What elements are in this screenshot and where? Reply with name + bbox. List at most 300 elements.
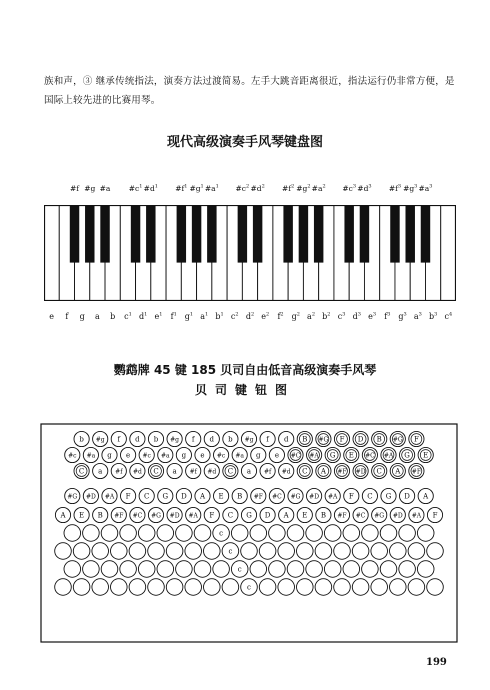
bass-button xyxy=(400,447,415,462)
sharp-key-label: $\#d^3$ xyxy=(357,183,372,193)
bass-button-title: 贝司键钮图 xyxy=(194,383,295,397)
black-key xyxy=(390,205,399,263)
bass-button-label: e xyxy=(200,451,205,460)
bass-button xyxy=(269,447,284,462)
bass-button xyxy=(241,543,258,560)
bass-button-label: #A xyxy=(383,452,394,460)
bass-button-label: A xyxy=(283,511,289,520)
bass-button xyxy=(138,561,155,578)
bass-button xyxy=(334,463,349,478)
bass-button-label: C xyxy=(302,467,308,476)
bass-button-label: #G xyxy=(290,493,301,501)
bass-button-label: g xyxy=(256,451,261,460)
bass-button xyxy=(213,525,230,542)
sharp-key-label: $\#f^1$ xyxy=(175,183,188,193)
black-key xyxy=(283,205,292,263)
bass-button-label: D xyxy=(181,492,187,501)
bass-button xyxy=(186,463,201,478)
bass-button xyxy=(251,447,266,462)
sharp-key-label: #g xyxy=(84,184,96,193)
bass-button xyxy=(185,543,202,560)
bass-button-label: e xyxy=(126,451,131,460)
bass-button xyxy=(390,507,405,522)
sharp-key-label: $\#d^2$ xyxy=(250,183,265,193)
bass-button xyxy=(306,525,323,542)
bass-button xyxy=(111,579,128,596)
bass-button xyxy=(166,543,183,560)
bass-button-label: B xyxy=(320,511,326,520)
bass-button-label: #D xyxy=(392,512,403,520)
bass-button xyxy=(343,561,360,578)
bass-button xyxy=(166,579,183,596)
bass-button xyxy=(186,431,201,446)
bass-button xyxy=(167,507,182,522)
page-number: 199 xyxy=(426,657,447,668)
bass-button-label: #G xyxy=(67,493,78,501)
bass-button xyxy=(231,561,248,578)
bass-button xyxy=(269,561,286,578)
bass-button xyxy=(214,488,229,503)
bass-button-label: C xyxy=(144,492,150,501)
bass-button xyxy=(204,543,221,560)
black-key xyxy=(253,205,262,263)
bass-button-label: C xyxy=(227,511,234,520)
bass-button xyxy=(176,447,191,462)
bass-button-label: C xyxy=(227,467,234,476)
bass-button xyxy=(362,525,379,542)
bass-button-label: #f xyxy=(189,468,197,476)
natural-key-label: e xyxy=(49,312,54,321)
bass-button-label: #C xyxy=(365,452,375,460)
sharp-key-label: #a xyxy=(99,184,111,193)
bass-button xyxy=(353,463,368,478)
bass-button xyxy=(316,507,331,522)
bass-button-label: #A xyxy=(328,493,338,501)
bass-button xyxy=(74,463,89,478)
bass-button-label: #F xyxy=(114,512,124,520)
bass-button xyxy=(427,507,442,522)
bass-button xyxy=(344,447,359,462)
bass-button-label: F xyxy=(209,511,215,520)
bass-button-label: E xyxy=(79,511,85,520)
bass-button xyxy=(204,431,219,446)
bass-button-label: #d xyxy=(207,468,217,476)
bass-button xyxy=(111,507,126,522)
bass-button xyxy=(83,447,98,462)
bass-button xyxy=(380,525,397,542)
bass-button-label: #g xyxy=(95,436,105,444)
bass-button xyxy=(269,488,284,503)
bass-button xyxy=(260,463,275,478)
bass-button xyxy=(372,463,387,478)
bass-button xyxy=(260,507,275,522)
bass-button xyxy=(195,447,210,462)
bass-button xyxy=(417,525,434,542)
black-key xyxy=(85,205,94,263)
bass-button xyxy=(139,447,154,462)
bass-button xyxy=(269,525,286,542)
bass-button xyxy=(362,561,379,578)
bass-button-label: A xyxy=(60,511,66,520)
bass-button xyxy=(222,579,239,596)
bass-button-label: d xyxy=(135,435,140,444)
bass-button-label: G xyxy=(385,492,392,501)
black-key xyxy=(207,205,216,263)
bass-button xyxy=(83,561,100,578)
bass-button xyxy=(73,579,90,596)
bass-button xyxy=(158,447,173,462)
bass-button-label: #D xyxy=(169,512,180,520)
bass-button xyxy=(194,561,211,578)
bass-button-label: E xyxy=(218,492,224,501)
natural-key-label: f xyxy=(65,312,69,321)
bass-button xyxy=(167,431,182,446)
bass-button xyxy=(409,431,424,446)
bass-button xyxy=(204,579,221,596)
bass-button-label: d xyxy=(283,435,289,444)
bass-button-label: #A xyxy=(104,493,115,501)
sharp-key-label: $\#f^2$ xyxy=(282,183,295,193)
bass-button xyxy=(222,543,239,560)
bass-button-label: G xyxy=(404,451,410,460)
bass-button xyxy=(111,543,128,560)
bass-button xyxy=(204,463,219,478)
black-key xyxy=(405,205,414,263)
bass-button xyxy=(55,507,70,522)
bass-button xyxy=(297,463,312,478)
bass-button xyxy=(427,543,444,560)
sharp-key-label: $\#c^2$ xyxy=(235,183,250,193)
bass-button xyxy=(278,543,295,560)
black-key xyxy=(360,205,369,263)
sharp-key-label: #f xyxy=(69,184,80,193)
bass-button xyxy=(158,488,173,503)
bass-button xyxy=(260,431,275,446)
bass-button-label: C xyxy=(367,492,373,501)
bass-button xyxy=(316,463,331,478)
bass-button-label: #a xyxy=(86,452,96,460)
bass-button xyxy=(324,525,341,542)
piano-keyboard-diagram xyxy=(44,205,456,301)
bass-button-label: #G xyxy=(374,512,385,520)
black-key xyxy=(146,205,155,263)
bass-button xyxy=(362,447,377,462)
natural-key-label: $b^3$ xyxy=(428,311,438,321)
bass-button-label: C xyxy=(376,467,382,476)
natural-key-label: a xyxy=(95,312,100,321)
bass-button xyxy=(297,507,312,522)
bass-button xyxy=(390,431,405,446)
sharp-key-label: $\#a^3$ xyxy=(418,183,433,193)
black-key xyxy=(299,205,308,263)
bass-button-label: #A xyxy=(188,512,198,520)
bass-button xyxy=(250,561,267,578)
paragraph-line-2: 国际上较先进的比赛用琴。 xyxy=(44,95,161,106)
bass-button xyxy=(186,507,201,522)
bass-button-label: C xyxy=(78,467,85,476)
bass-button-label: f xyxy=(117,435,121,444)
bass-button xyxy=(324,561,341,578)
black-key xyxy=(421,205,430,263)
bass-button xyxy=(194,525,211,542)
bass-button xyxy=(83,525,100,542)
bass-button xyxy=(139,488,154,503)
natural-key-label: $d^2$ xyxy=(245,311,255,321)
bass-button xyxy=(372,431,387,446)
bass-button xyxy=(176,561,193,578)
bass-button-label: #F xyxy=(411,468,422,476)
bass-button-label: #G xyxy=(392,436,403,444)
bass-button xyxy=(167,463,182,478)
bass-button xyxy=(371,543,388,560)
bass-button-label: G xyxy=(329,451,336,460)
bass-button-label: A xyxy=(199,492,206,501)
sharp-key-label: $\#c^1$ xyxy=(128,183,143,193)
bass-button xyxy=(279,507,294,522)
bass-button xyxy=(185,579,202,596)
bass-button-label: #c xyxy=(142,452,151,460)
bass-button xyxy=(250,525,267,542)
white-key xyxy=(441,205,456,301)
bass-button xyxy=(380,561,397,578)
sharp-key-label: $\#c^3$ xyxy=(342,183,357,193)
bass-button-label: D xyxy=(264,511,271,520)
natural-key-label: $a^3$ xyxy=(413,311,422,321)
instrument-title: 鹦鹉牌 45 键 185 贝司自由低音高级演奏手风琴 xyxy=(113,363,377,377)
bass-button xyxy=(241,579,258,596)
bass-button xyxy=(399,561,416,578)
intro-paragraph xyxy=(44,72,464,110)
black-key xyxy=(314,205,323,263)
bass-button xyxy=(334,579,351,596)
bass-button xyxy=(352,579,369,596)
sharp-key-label: $\#g^1$ xyxy=(189,183,204,193)
bass-button xyxy=(231,525,248,542)
bass-button xyxy=(353,431,368,446)
bass-button xyxy=(251,488,266,503)
bass-button xyxy=(344,488,359,503)
bass-button xyxy=(343,525,360,542)
bass-button xyxy=(148,579,165,596)
bass-button-label: #C xyxy=(355,512,366,520)
bass-button-label: a xyxy=(172,467,177,476)
bass-button xyxy=(259,543,276,560)
bass-button xyxy=(409,463,424,478)
bass-button-label: f xyxy=(191,435,195,444)
sharp-key-label: $\#a^2$ xyxy=(311,183,326,193)
bass-button-label: #G xyxy=(151,512,161,520)
bass-button xyxy=(121,447,136,462)
bass-button xyxy=(83,488,98,503)
bass-button-label: A xyxy=(395,467,401,476)
bass-button xyxy=(195,488,210,503)
bass-button xyxy=(111,431,126,446)
bass-button xyxy=(352,543,369,560)
sharp-key-label: $\#f^3$ xyxy=(388,183,402,193)
bass-button xyxy=(176,525,193,542)
bass-button xyxy=(297,431,312,446)
bass-button xyxy=(148,507,163,522)
bass-button xyxy=(409,507,424,522)
bass-button xyxy=(381,488,396,503)
bass-button xyxy=(74,507,89,522)
bass-button-label: c xyxy=(237,565,242,574)
bass-button xyxy=(93,507,108,522)
bass-button-label: #d xyxy=(132,468,142,476)
bass-button xyxy=(371,579,388,596)
bass-button xyxy=(130,431,145,446)
black-key xyxy=(177,205,186,263)
bass-button xyxy=(390,579,407,596)
bass-button xyxy=(287,525,304,542)
bass-button xyxy=(288,488,303,503)
bass-button-label: F xyxy=(348,492,354,501)
bass-button-label: #d xyxy=(281,468,291,476)
natural-key-label: $e^3$ xyxy=(368,311,377,321)
bass-button xyxy=(287,561,304,578)
natural-key-label: $b^2$ xyxy=(322,311,331,321)
bass-button-label: g xyxy=(181,451,187,460)
natural-key-label: $f^3$ xyxy=(384,311,391,321)
bass-button-label: #a xyxy=(235,452,245,460)
bass-button-label: #A xyxy=(309,452,319,460)
bass-button xyxy=(130,507,145,522)
natural-key-label: $g^2$ xyxy=(291,311,300,321)
bass-button xyxy=(64,561,81,578)
bass-button xyxy=(93,431,108,446)
bass-button xyxy=(325,447,340,462)
bass-button-label: C xyxy=(153,467,159,476)
bass-button-label: f xyxy=(266,435,269,444)
bass-button xyxy=(102,447,117,462)
bass-button xyxy=(408,543,425,560)
bass-button xyxy=(418,488,433,503)
bass-button-label: #G xyxy=(318,436,329,444)
bass-button xyxy=(111,463,126,478)
bass-button xyxy=(232,447,247,462)
bass-button-label: D xyxy=(357,435,364,444)
natural-key-label: $d^3$ xyxy=(352,311,361,321)
bass-button xyxy=(157,525,174,542)
natural-key-label: $a^2$ xyxy=(307,311,316,321)
bass-button xyxy=(362,488,377,503)
bass-button xyxy=(279,431,294,446)
bass-button xyxy=(65,488,80,503)
natural-key-label: $c^4$ xyxy=(444,311,453,321)
bass-button-label: c xyxy=(247,583,251,592)
bass-button-label: b xyxy=(79,435,84,444)
bass-button-label: G xyxy=(246,511,252,520)
bass-button-label: B xyxy=(302,435,308,444)
bass-button-label: G xyxy=(162,492,169,501)
bass-button xyxy=(176,488,191,503)
bass-button xyxy=(427,579,444,596)
black-key xyxy=(344,205,353,263)
natural-key-label: $f^1$ xyxy=(170,311,177,321)
bass-button xyxy=(129,543,146,560)
bass-button-label: b xyxy=(228,435,233,444)
bass-button xyxy=(55,543,72,560)
natural-key-label: $c^3$ xyxy=(337,311,346,321)
bass-button-label: #a xyxy=(160,452,170,460)
natural-key-label: $f^2$ xyxy=(277,311,284,321)
natural-key-label: $g^3$ xyxy=(398,311,407,321)
bass-button xyxy=(288,447,303,462)
bass-button-label: a xyxy=(246,467,252,476)
bass-button xyxy=(223,507,238,522)
bass-button-label: B xyxy=(237,492,243,501)
natural-key-label: $b^1$ xyxy=(215,311,224,321)
black-key xyxy=(70,205,79,263)
sharp-key-label: $\#g^3$ xyxy=(403,183,418,193)
bass-button-label: B xyxy=(97,511,103,520)
bass-button-label: E xyxy=(348,451,354,460)
bass-button xyxy=(120,561,137,578)
bass-button xyxy=(408,579,425,596)
bass-button-label: E xyxy=(423,451,429,460)
bass-button-label: F xyxy=(432,511,438,520)
bass-button xyxy=(120,525,137,542)
bass-button xyxy=(101,561,118,578)
bass-button xyxy=(390,463,405,478)
bass-button xyxy=(101,525,118,542)
bass-button-label: b xyxy=(153,435,159,444)
bass-button xyxy=(213,561,230,578)
bass-button xyxy=(399,525,416,542)
bass-button xyxy=(130,463,145,478)
natural-key-label: $e^2$ xyxy=(261,311,270,321)
bass-button-label: c xyxy=(219,529,224,538)
natural-key-labels xyxy=(0,312,490,326)
bass-button xyxy=(121,488,136,503)
bass-button xyxy=(278,579,295,596)
bass-button xyxy=(65,447,80,462)
sharp-key-label: $\#g^2$ xyxy=(296,183,311,193)
bass-button xyxy=(241,431,256,446)
bass-button-label: #g xyxy=(244,436,254,444)
bass-button-label: c xyxy=(228,547,233,556)
bass-button-label: #f xyxy=(115,468,123,476)
bass-button xyxy=(297,543,314,560)
natural-key-label: $a^1$ xyxy=(200,311,209,321)
bass-button xyxy=(148,543,165,560)
bass-button xyxy=(232,488,247,503)
bass-button xyxy=(129,579,146,596)
natural-key-label: $c^2$ xyxy=(230,311,239,321)
bass-button xyxy=(325,488,340,503)
bass-button xyxy=(223,431,238,446)
bass-button xyxy=(148,431,163,446)
bass-button-label: #C xyxy=(272,493,282,501)
black-key xyxy=(192,205,201,263)
bass-button-label: #f xyxy=(263,468,272,476)
black-key xyxy=(100,205,109,263)
bass-button-label: #C xyxy=(132,512,143,520)
keyboard-title: 现代高级演奏手风琴键盘图 xyxy=(166,135,323,150)
bass-button-label: #A xyxy=(411,512,422,520)
natural-key-label: $d^1$ xyxy=(139,311,148,321)
bass-button xyxy=(315,543,332,560)
bass-button-label: #C xyxy=(290,452,301,460)
natural-key-label: $e^1$ xyxy=(154,311,163,321)
bass-button xyxy=(92,543,109,560)
natural-key-label: $g^1$ xyxy=(184,311,194,321)
bass-button xyxy=(306,561,323,578)
bass-button-label: #F xyxy=(337,512,347,520)
bass-button-label: #F xyxy=(337,468,347,476)
bass-button xyxy=(93,463,108,478)
bass-button-label: F xyxy=(339,435,345,444)
